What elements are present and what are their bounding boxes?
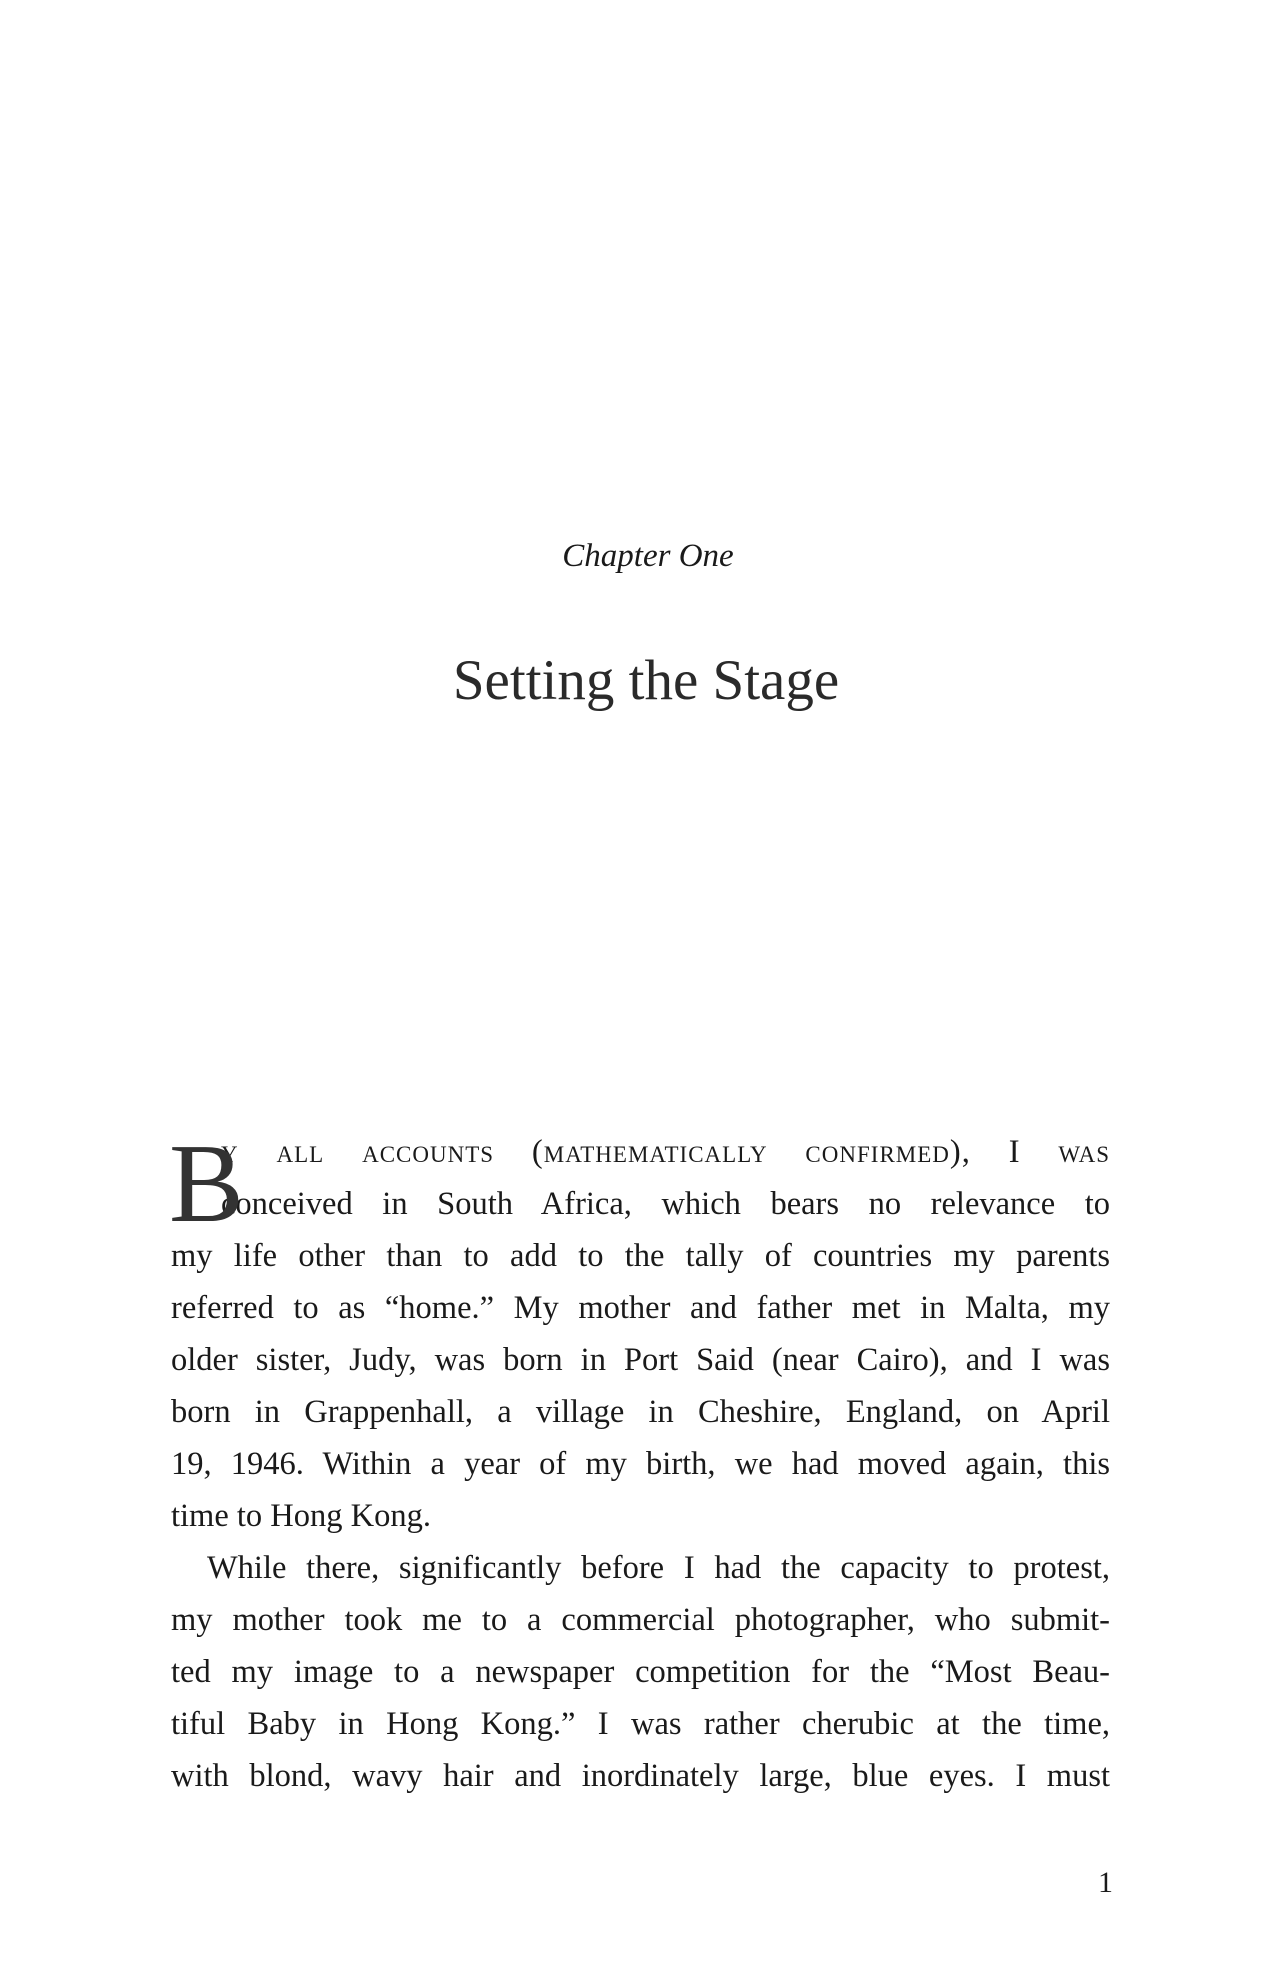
chapter-label: Chapter One: [562, 538, 734, 574]
text-line: tiful Baby in Hong Kong.” I was rather cherubic at the time,: [171, 1706, 1110, 1742]
first-line: y all accounts (mathematically confirmed), I was: [221, 1134, 1110, 1170]
text-line: While there, significantly before I had the capacity to protest,: [207, 1550, 1110, 1586]
text-line: born in Grappenhall, a village in Cheshire, England, on April: [171, 1394, 1110, 1430]
drop-cap: B: [169, 1122, 244, 1246]
text-line: conceived in South Africa, which bears no relevance to: [221, 1186, 1110, 1222]
page-number: 1: [1098, 1866, 1113, 1899]
text-line: time to Hong Kong.: [171, 1498, 431, 1534]
chapter-title: Setting the Stage: [452, 649, 840, 712]
text-line: my mother took me to a commercial photographer, who submit-: [171, 1602, 1110, 1638]
text-line: ted my image to a newspaper competition for the “Most Beau-: [171, 1654, 1110, 1690]
body-text: [169, 1122, 1110, 1802]
text-line: referred to as “home.” My mother and father met in Malta, my: [171, 1290, 1110, 1326]
text-line: with blond, wavy hair and inordinately large, blue eyes. I must: [171, 1758, 1110, 1794]
text-line: older sister, Judy, was born in Port Said (near Cairo), and I was: [171, 1342, 1110, 1378]
text-line: my life other than to add to the tally of countries my parents: [171, 1238, 1110, 1274]
text-line: 19, 1946. Within a year of my birth, we had moved again, this: [171, 1446, 1110, 1482]
